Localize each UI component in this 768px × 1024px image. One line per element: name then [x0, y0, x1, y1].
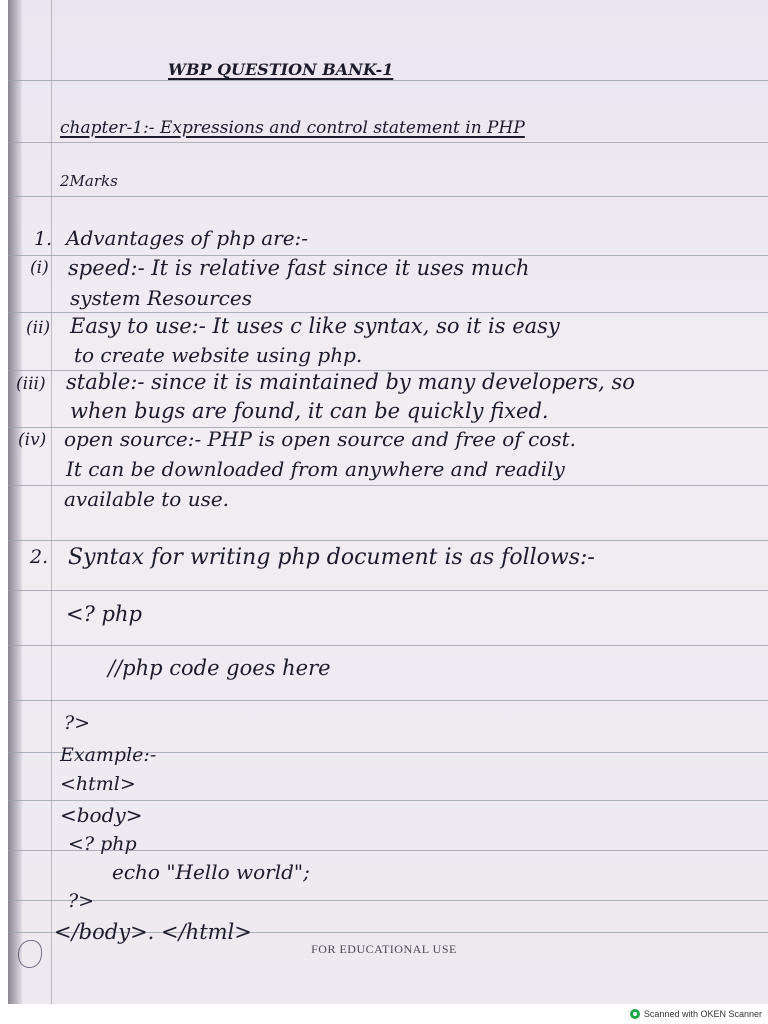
- item-line: stable:- since it is maintained by many developers, so: [66, 370, 635, 394]
- chapter-heading: chapter-1:- Expressions and control statement in PHP: [60, 118, 525, 138]
- item-number: (ii): [26, 318, 51, 338]
- item-number: (iv): [18, 430, 47, 450]
- item-line: when bugs are found, it can be quickly fixed.: [70, 399, 549, 423]
- item-number: (i): [30, 258, 49, 278]
- example-label: Example:-: [60, 744, 157, 766]
- item-line: speed:- It is relative fast since it uses much: [68, 256, 530, 280]
- code-line: ?>: [64, 712, 91, 734]
- question-number-1: 1.: [34, 228, 53, 250]
- code-line: ?>: [68, 890, 95, 912]
- item-line: It can be downloaded from anywhere and readily: [66, 457, 565, 481]
- item-line: available to use.: [64, 487, 230, 511]
- ruled-line: [8, 700, 768, 701]
- code-line: <? php: [68, 833, 137, 855]
- page-title: WBP QUESTION BANK-1: [168, 60, 394, 79]
- ruled-line: [8, 900, 768, 901]
- marks-label: 2Marks: [60, 172, 118, 190]
- code-line: </body>. </html>: [54, 920, 252, 944]
- code-line: //php code goes here: [108, 656, 331, 680]
- code-line: <html>: [60, 773, 136, 795]
- scanner-label: Scanned with OKEN Scanner: [643, 1009, 762, 1019]
- code-line: echo "Hello world";: [112, 860, 310, 884]
- item-line: open source:- PHP is open source and free of cost.: [64, 427, 577, 451]
- ruled-line: [8, 540, 768, 541]
- ruled-line: [8, 142, 768, 143]
- item-line: Easy to use:- It uses c like syntax, so it is easy: [70, 314, 560, 338]
- ruled-line: [8, 590, 768, 591]
- footer-note: FOR EDUCATIONAL USE: [311, 942, 457, 956]
- code-line: <? php: [66, 602, 142, 626]
- margin-line: [51, 0, 52, 1004]
- ruled-line: [8, 645, 768, 646]
- ruled-line: [8, 196, 768, 197]
- item-number: (iii): [16, 374, 46, 394]
- question-2-heading: Syntax for writing php document is as follows:-: [68, 545, 595, 570]
- code-line: <body>: [60, 803, 143, 827]
- question-number-2: 2.: [30, 546, 49, 568]
- scanner-watermark: [630, 1007, 762, 1021]
- question-1-heading: Advantages of php are:-: [66, 226, 309, 250]
- item-line: system Resources: [70, 286, 252, 310]
- item-line: to create website using php.: [74, 343, 363, 367]
- scanner-logo-icon: [630, 1009, 640, 1019]
- ruled-line: [8, 312, 768, 313]
- notebook-page: [8, 0, 768, 1004]
- ruled-line: [8, 485, 768, 486]
- page-binding-edge: [8, 0, 22, 1004]
- ruled-line: [8, 800, 768, 801]
- ruled-line: [8, 80, 768, 81]
